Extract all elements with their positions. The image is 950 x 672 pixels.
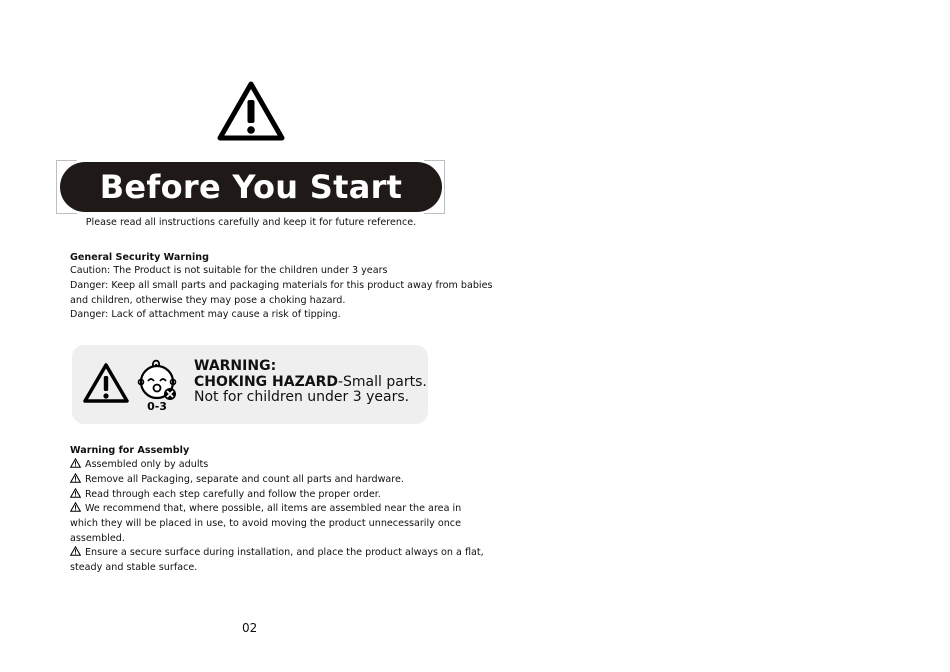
page-title: Before You Start <box>99 168 403 206</box>
warning-triangle-icon <box>70 502 81 512</box>
warning-triangle-icon <box>70 488 81 498</box>
assembly-item: We recommend that, where possible, all items are assembled near the area in <box>70 502 461 517</box>
choking-hazard-box <box>72 345 428 424</box>
assembly-line: which they will be placed in use, to avoid moving the product unnecessarily once <box>70 518 461 529</box>
hazard-suffix: -Small parts. <box>337 373 427 390</box>
assembly-item: Ensure a secure surface during installation, and place the product always on a flat, <box>70 546 484 561</box>
subtitle: Please read all instructions carefully and keep it for future reference. <box>85 217 417 228</box>
baby-face-icon <box>136 355 180 415</box>
assembly-line: assembled. <box>70 533 125 544</box>
general-security-heading: General Security Warning <box>70 252 209 263</box>
age-note: Not for children under 3 years. <box>194 389 410 405</box>
assembly-line: steady and stable surface. <box>70 562 198 573</box>
assembly-item: Assembled only by adults <box>70 458 208 473</box>
choking-warning-text <box>194 359 427 406</box>
warning-triangle-icon <box>70 458 81 468</box>
page-number: 02 <box>242 621 258 635</box>
choking-hazard-label: CHOKING HAZARD <box>194 373 338 390</box>
general-line: Danger: Keep all small parts and packaging materials for this product away from babies <box>70 280 493 291</box>
assembly-item: Read through each step carefully and follow the proper order. <box>70 488 381 503</box>
general-line: Danger: Lack of attachment may cause a risk of tipping. <box>70 309 341 320</box>
warning-triangle-icon <box>216 80 286 142</box>
warning-triangle-icon <box>82 362 130 404</box>
warning-triangle-icon <box>70 473 81 483</box>
general-line: Caution: The Product is not suitable for the children under 3 years <box>70 265 388 276</box>
general-line: and children, otherwise they may pose a choking hazard. <box>70 295 346 306</box>
age-badge: 0-3 <box>147 400 167 413</box>
assembly-heading: Warning for Assembly <box>70 445 190 456</box>
no-circle-icon <box>164 388 176 400</box>
warning-label: WARNING: <box>194 358 277 374</box>
assembly-item: Remove all Packaging, separate and count all parts and hardware. <box>70 473 404 488</box>
warning-triangle-icon <box>70 546 81 556</box>
title-banner <box>60 162 442 212</box>
